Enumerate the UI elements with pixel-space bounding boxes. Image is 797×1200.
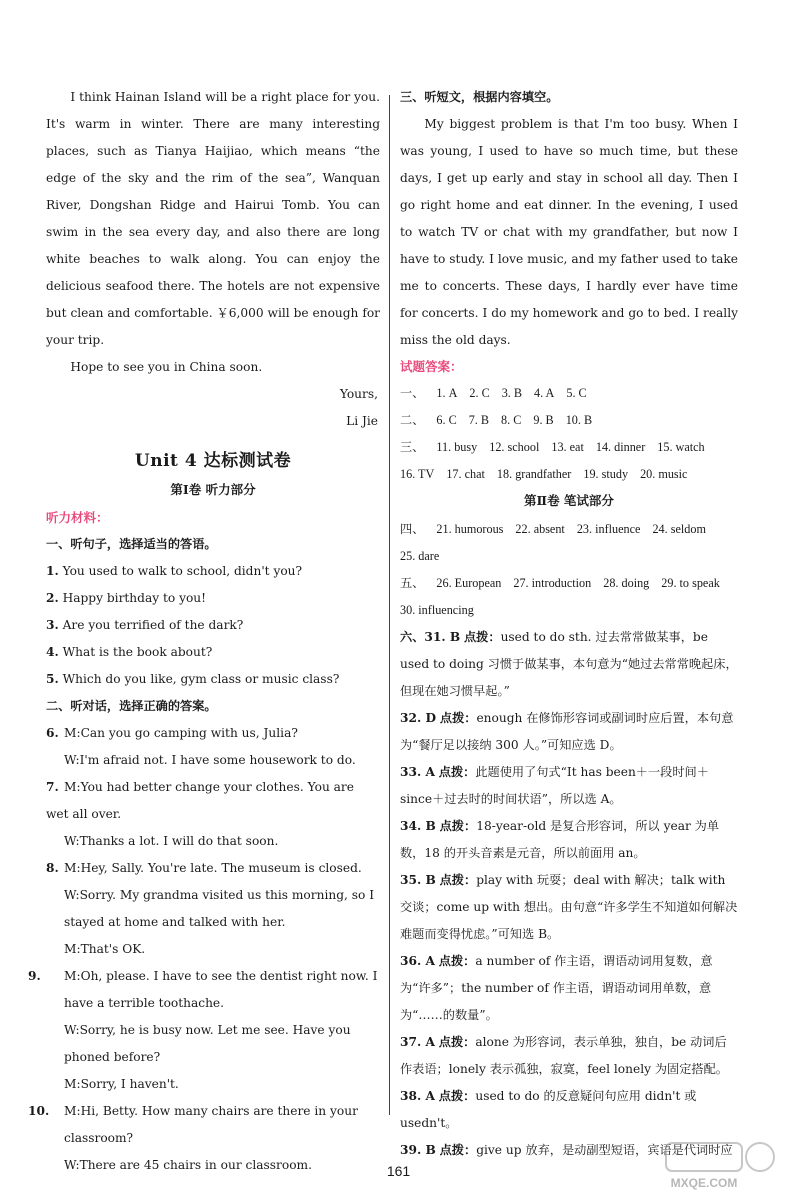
answer-row: 二、 6. C 7. B 8. C 9. B 10. B <box>400 413 593 427</box>
watermark-logo <box>660 1135 780 1195</box>
dialogue-8: 8. M:Hey, Sally. You're late. The museum is closed. W:Sorry. My grandma visited us this morning, so I stayed at home and talked with her. M:That's OK. <box>46 861 375 956</box>
dialogue-6: 6. M:Can you go camping with us, Julia? W:I'm afraid not. I have some housework to do. <box>46 726 356 767</box>
explanation-item: 33. A 点拨：此题使用了句式“It has been＋一段时间＋since＋过去时的时间状语”，所以选 A。 <box>400 765 709 806</box>
explanation-item: 32. D 点拨：enough 在修饰形容词或副词时应后置，本句意为“餐厅足以接纳 300 人。”可知应选 D。 <box>400 711 734 752</box>
section2-heading: 二、听对话，选择正确的答案。 <box>46 699 217 713</box>
dialogue-10: 10. M:Hi, Betty. How many chairs are there in your classroom? W:There are 45 chairs in our classroom. <box>28 1104 358 1172</box>
list-item: 3. Are you terrified of the dark? <box>46 618 244 632</box>
explanation-item: 34. B 点拨：18-year-old 是复合形容词，所以 year 为单数，18 的开头音素是元音，所以前面用 an。 <box>400 819 720 860</box>
list-item: 5. Which do you like, gym class or music class? <box>46 672 340 686</box>
letter-sign-off: Yours, <box>339 387 378 401</box>
dialogue-9: 9. M:Oh, please. I have to see the dentist right now. I have a terrible toothache. W:Sorry, he is busy now. Let me see. Have you phoned before? M:Sorry, I haven't. <box>28 969 378 1091</box>
letter-paragraph: I think Hainan Island will be a right place for you. It's warm in winter. There are many interesting places, such as Tianya Haijiao, which means “the edge of the sky and the rim of the sea”, Wanquan River, Dongshan Ridge and Hairui Tomb. You can swim in the sea every day, and also there are long white beaches to walk along. You can enjoy the delicious seafood there. The hotels are not expensive but clean and comfortable. ￥6,000 will be enough for your trip. <box>46 90 380 347</box>
answer-row: 三、 11. busy 12. school 13. eat 14. dinner 15. watch <box>400 440 705 454</box>
answer-row: 16. TV 17. chat 18. grandfather 19. study 20. music <box>400 467 688 481</box>
part1-title: 第Ⅰ卷 听力部分 <box>170 482 256 497</box>
explanation-item: 35. B 点拨：play with 玩耍；deal with 解决；talk with 交谈；come up with 想出。由句意“许多学生不知道如何解决难题而变得忧虑。”可知选 B。 <box>400 873 738 941</box>
answer-row: 一、 1. A 2. C 3. B 4. A 5. C <box>400 386 587 400</box>
answer-row: 五、 26. European 27. introduction 28. doing 29. to speak <box>400 576 720 590</box>
listening-material-tag: 听力材料： <box>46 510 109 525</box>
unit-title: Unit 4 达标测试卷 <box>134 451 292 471</box>
part2-title: 第Ⅱ卷 笔试部分 <box>524 493 614 508</box>
explanation-item: 37. A 点拨：alone 为形容词，表示单独，独自，be 动词后作表语；lonely 表示孤独，寂寞，feel lonely 为固定搭配。 <box>400 1035 728 1076</box>
right-column <box>400 84 738 1164</box>
explanation-item: 36. A 点拨：a number of 作主语，谓语动词用复数，意为“许多”；the number of 作主语，谓语动词用单数，意为“……的数量”。 <box>400 954 713 1022</box>
list-item: 4. What is the book about? <box>46 645 213 659</box>
svg-text:MXQE.COM: MXQE.COM <box>670 1176 738 1190</box>
column-divider <box>389 95 390 1115</box>
letter-name: Li Jie <box>346 414 378 428</box>
answers-tag: 试题答案： <box>400 359 463 374</box>
explanation-item: 38. A 点拨：used to do 的反意疑问句应用 didn't 或 usedn't。 <box>400 1089 697 1130</box>
explanation-item: 39. B 点拨：give up 放弃，是动副型短语，宾语是代词时应 <box>400 1143 733 1157</box>
list-item: 1. You used to walk to school, didn't you? <box>46 564 303 578</box>
page-number: 161 <box>386 1163 411 1179</box>
answer-row: 25. dare <box>400 549 440 563</box>
section1-heading: 一、听句子，选择适当的答语。 <box>46 537 217 551</box>
answer-row: 四、 21. humorous 22. absent 23. influence 24. seldom <box>400 522 706 536</box>
dialogue-7: 7. M:You had better change your clothes. You are wet all over. W:Thanks a lot. I will do that soon. <box>46 780 354 848</box>
sentence-list <box>46 558 380 693</box>
left-column <box>28 84 380 1179</box>
passage: My biggest problem is that I'm too busy. When I was young, I used to have so much time, but these days, I get up early and stay in school all day. Then I go right home and eat dinner. In the evening, I used to watch TV or chat with my grandfather, but now I have to study. I love music, and my father used to take me to concerts. These days, I hardly ever have time for concerts. I do my homework and go to bed. I really miss the old days. <box>400 117 738 347</box>
explanation-item: 六、31. B 点拨：used to do sth. 过去常常做某事，be used to doing 习惯于做某事，本句意为“她过去常常晚起床，但现在她习惯早起。” <box>400 630 738 698</box>
section3-heading: 三、听短文，根据内容填空。 <box>400 90 559 104</box>
letter-closing: Hope to see you in China soon. <box>70 360 263 374</box>
answer-row: 30. influencing <box>400 603 474 617</box>
list-item: 2. Happy birthday to you! <box>46 591 207 605</box>
